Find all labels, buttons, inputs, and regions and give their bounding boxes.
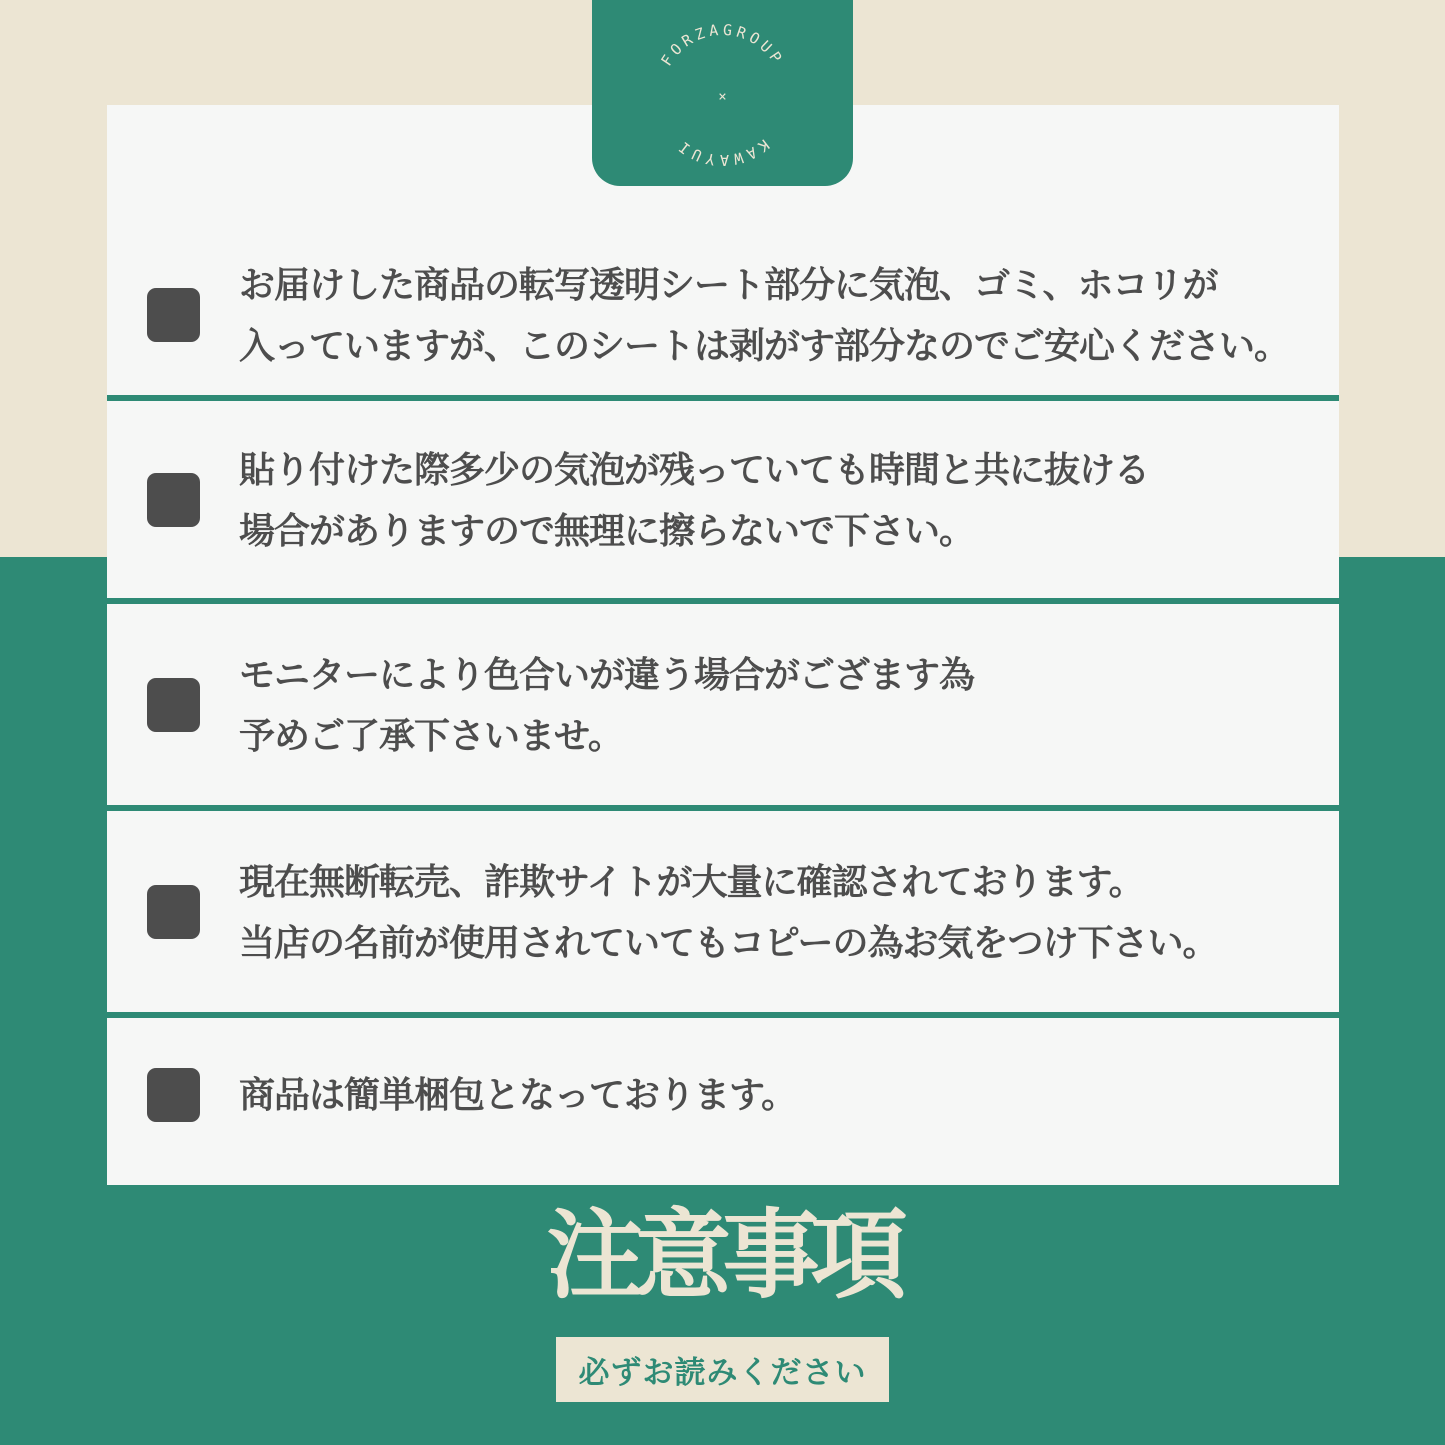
bullet-square-icon: [147, 473, 200, 527]
brand-text-top: FORZAGROUP: [657, 20, 788, 70]
must-read-label: 必ずお読みください: [556, 1337, 889, 1402]
notice-line: 入っていますが、このシートは剥がす部分なのでご安心ください。: [239, 325, 1290, 366]
notice-line: 場合がありますので無理に擦らないで下さい。: [239, 509, 975, 551]
notice-item: [107, 1012, 1339, 1185]
brand-text-bottom: KAWAYUI: [672, 135, 773, 170]
bullet-square-icon: [147, 678, 200, 732]
notice-line: 当店の名前が使用されていてもコピーの為お気をつけ下さい。: [239, 921, 1218, 963]
notice-item: [107, 598, 1339, 805]
notice-item: [107, 395, 1339, 598]
page-title: 注意事項: [546, 1201, 899, 1310]
notice-line: 商品は簡単梱包となっております。: [239, 1074, 797, 1115]
notice-text: [239, 254, 1289, 376]
bullet-square-icon: [147, 288, 200, 342]
notice-line: 貼り付けた際多少の気泡が残っていても時間と共に抜ける: [239, 448, 1150, 490]
notice-line: 現在無断転売、詐欺サイトが大量に確認されております。: [239, 860, 1144, 902]
notice-text: [239, 439, 1149, 561]
brand-circular-logo-icon: [592, 0, 853, 186]
bullet-square-icon: [147, 1068, 200, 1122]
notice-item: [107, 805, 1339, 1012]
notice-line: 予めご了承下さいませ。: [239, 714, 623, 756]
notice-text: [239, 851, 1218, 973]
brand-badge: [592, 0, 853, 186]
notice-text: [239, 644, 974, 766]
notice-line: モニターにより色合いが違う場合がござます為: [239, 653, 975, 695]
notice-line: お届けした商品の転写透明シート部分に気泡、ゴミ、ホコリが: [239, 264, 1218, 305]
bullet-square-icon: [147, 885, 200, 939]
notice-panel: [107, 105, 1339, 1185]
notice-text: [239, 1064, 796, 1125]
brand-x-icon: ×: [718, 89, 727, 105]
